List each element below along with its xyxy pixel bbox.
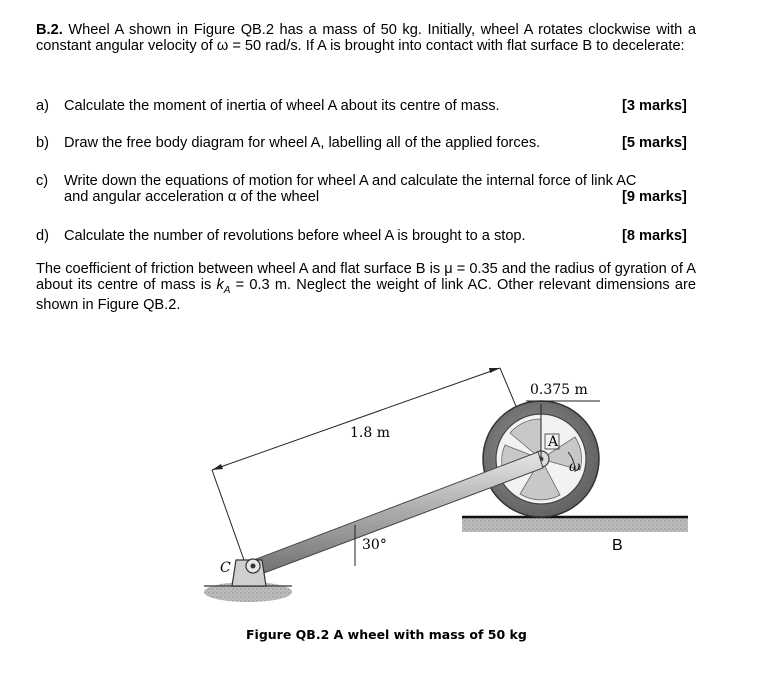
surface-b-label: B: [612, 537, 623, 554]
point-c-label: C: [220, 560, 231, 576]
para-k-symbol: k: [216, 276, 224, 293]
part-c-marks: [9 marks]: [622, 189, 687, 205]
para-text-1: The coefficient of friction between wheel A and flat surface B is μ = 0.35 and the radius of gyration of A about its centre of mass is: [36, 261, 696, 293]
part-b-label: b): [36, 135, 49, 151]
para-text-2: = 0.3 m. Neglect the weight of link AC. Other relevant dimensions are shown in Figure QB.2.: [36, 276, 696, 313]
intro-text: Wheel A shown in Figure QB.2 has a mass of 50 kg. Initially, wheel A rotates clockwise with a constant angular velocity of ω = 50 rad/s. If A is brought into contact with flat surface B to decelerate:: [36, 22, 696, 54]
part-c-label: c): [36, 173, 49, 189]
arrow-head-a: [489, 368, 500, 373]
length-label: 1.8 m: [350, 425, 390, 441]
dimension-line-length: [212, 368, 500, 470]
part-a-label: a): [36, 98, 49, 114]
link-ac: [251, 452, 543, 576]
part-d-label: d): [36, 228, 49, 244]
angle-label: 30°: [362, 537, 387, 553]
pin-c-center: [251, 564, 256, 569]
point-a-label: A: [548, 434, 559, 450]
part-a-text: Calculate the moment of inertia of wheel A about its centre of mass.: [64, 98, 500, 114]
part-c-text-line2: and angular acceleration α of the wheel: [64, 189, 320, 205]
question-id: B.2.: [36, 22, 63, 38]
part-b-marks: [5 marks]: [622, 135, 687, 151]
part-a-marks: [3 marks]: [622, 98, 687, 114]
part-c-text-line1: Write down the equations of motion for wheel A and calculate the internal force of link AC: [64, 173, 637, 189]
para-k-subscript: A: [223, 284, 231, 296]
part-d-marks: [8 marks]: [622, 228, 687, 244]
figure-caption: Figure QB.2 A wheel with mass of 50 kg: [246, 627, 527, 642]
surface-b: [462, 518, 688, 532]
part-d-text: Calculate the number of revolutions before wheel A is brought to a stop.: [64, 228, 526, 244]
extension-line-c: [212, 470, 244, 560]
part-b-text: Draw the free body diagram for wheel A, labelling all of the applied forces.: [64, 135, 541, 151]
arrow-head-c: [212, 464, 223, 470]
radius-label: 0.375 m: [530, 382, 588, 398]
omega-label: ω: [569, 459, 581, 475]
